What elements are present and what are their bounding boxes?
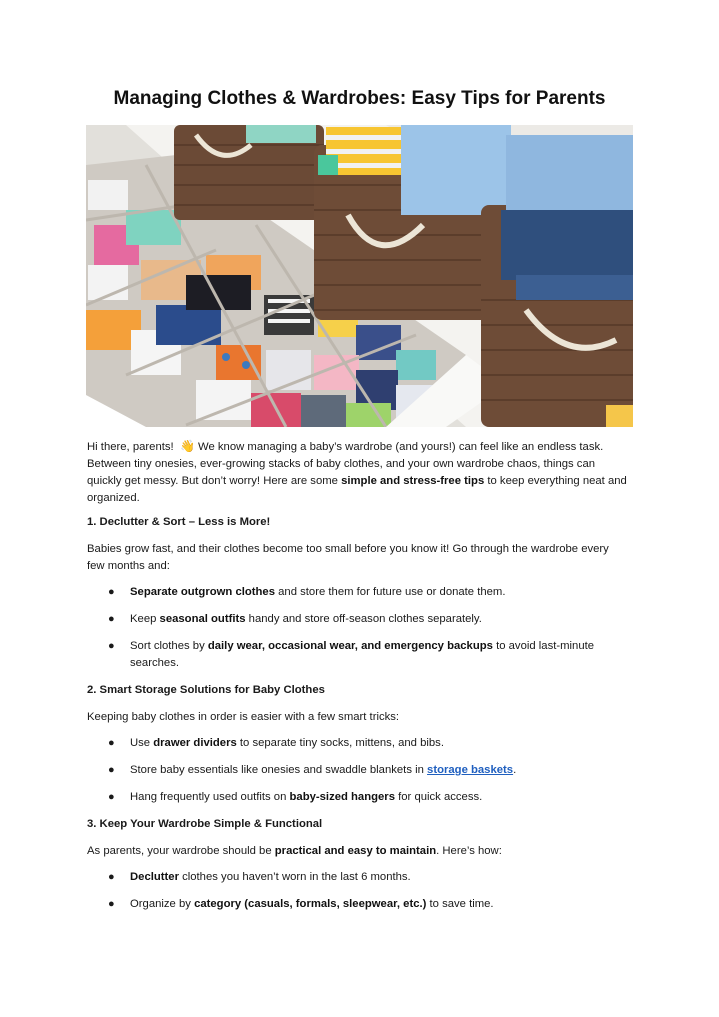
storage-baskets-link[interactable]: storage baskets bbox=[427, 764, 514, 776]
list-item: ● Store baby essentials like onesies and swaddle blankets in storage baskets. bbox=[87, 762, 627, 779]
section-2-heading: 2. Smart Storage Solutions for Baby Clothes bbox=[87, 684, 325, 696]
page-title: Managing Clothes & Wardrobes: Easy Tips for Parents bbox=[113, 88, 606, 109]
intro-paragraph: Hi there, parents! 👋 We know managing a baby’s wardrobe (and yours!) can feel like an endless task. Between tiny onesies, ever-growing stacks of baby clothes, and your own wardrobe chaos, things can quickly get messy. But don’t worry! Here are some simple and stress-free tips to keep everything neat and organized. bbox=[87, 439, 627, 504]
bullet-icon: ● bbox=[108, 737, 115, 749]
section-3-list bbox=[87, 869, 627, 913]
section-1-paragraph: Babies grow fast, and their clothes become too small before you know it! Go through the wardrobe every few months and: bbox=[87, 543, 609, 572]
section-1-list bbox=[87, 584, 627, 672]
list-item: ● Use drawer dividers to separate tiny socks, mittens, and bibs. bbox=[87, 735, 627, 752]
article-body bbox=[87, 438, 627, 923]
waving-hand-icon: 👋 bbox=[179, 439, 195, 453]
bullet-icon: ● bbox=[108, 613, 115, 625]
bullet-icon: ● bbox=[108, 791, 115, 803]
list-item: ● Keep seasonal outfits handy and store off-season clothes separately. bbox=[87, 611, 627, 628]
bullet-icon: ● bbox=[108, 640, 115, 652]
list-item: ● Separate outgrown clothes and store them for future use or donate them. bbox=[87, 584, 627, 601]
storage-baskets-photo bbox=[86, 125, 633, 427]
list-item: ● Hang frequently used outfits on baby-sized hangers for quick access. bbox=[87, 789, 627, 806]
bullet-icon: ● bbox=[108, 898, 115, 910]
list-item: ● Declutter clothes you haven’t worn in the last 6 months. bbox=[87, 869, 627, 886]
section-1-heading: 1. Declutter & Sort – Less is More! bbox=[87, 516, 271, 528]
list-item: ● Sort clothes by daily wear, occasional wear, and emergency backups to avoid last-minute searches. bbox=[108, 640, 595, 669]
section-2-list bbox=[87, 735, 627, 806]
bullet-icon: ● bbox=[108, 586, 115, 598]
bullet-icon: ● bbox=[108, 764, 115, 776]
section-3-heading: 3. Keep Your Wardrobe Simple & Functional bbox=[87, 818, 323, 830]
section-3-paragraph: As parents, your wardrobe should be practical and easy to maintain. Here’s how: bbox=[87, 845, 502, 857]
section-2-paragraph: Keeping baby clothes in order is easier with a few smart tricks: bbox=[87, 711, 400, 723]
bullet-icon: ● bbox=[108, 871, 115, 883]
list-item: ● Organize by category (casuals, formals, sleepwear, etc.) to save time. bbox=[87, 896, 627, 913]
